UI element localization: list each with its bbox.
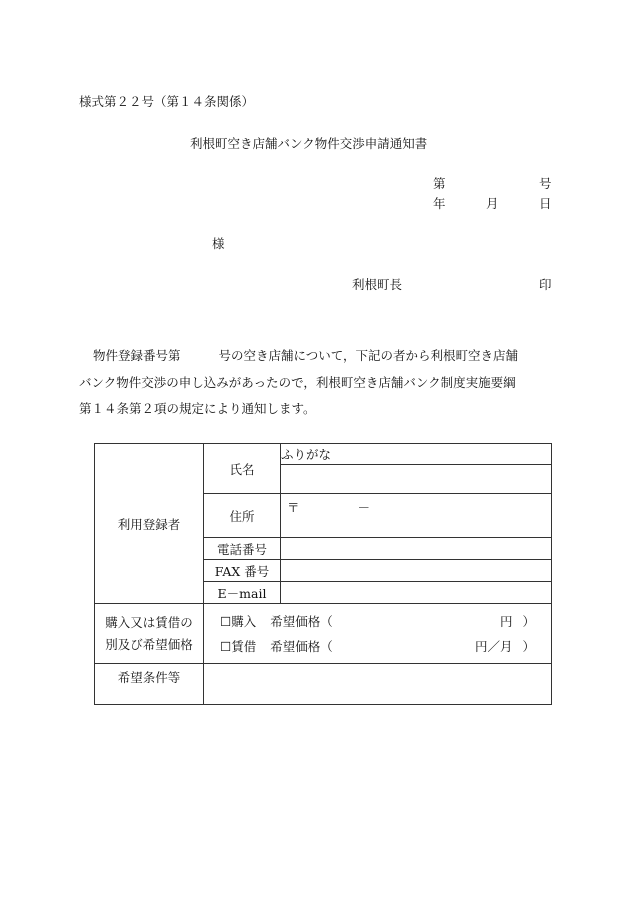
phone-field[interactable]	[281, 538, 552, 560]
rent-kind-label: 賃借	[231, 639, 257, 654]
seal-mark: 印	[539, 277, 552, 292]
rent-price-label: 希望価格（	[270, 639, 333, 654]
date-month: 月	[486, 196, 499, 211]
document-title: 利根町空き店舗バンク物件交渉申請通知書	[190, 136, 428, 151]
registrant-label: 利用登録者	[117, 516, 181, 532]
rent-price-close: ）	[522, 639, 535, 654]
addressee-honorific: 様	[212, 236, 225, 251]
body-line-3: 第１４条第２項の規定により通知します。	[79, 401, 316, 416]
furigana-field[interactable]	[281, 444, 552, 465]
conditions-label-cell	[95, 664, 204, 705]
postal-dash: －	[357, 500, 371, 515]
form-number: 様式第２２号（第１４条関係）	[79, 94, 255, 109]
purchase-label-line-2: 別及び希望価格	[105, 636, 193, 652]
doc-number-suffix: 号	[539, 176, 552, 191]
phone-label: 電話番号	[216, 541, 267, 557]
name-label-cell	[204, 444, 281, 494]
address-field[interactable]	[281, 494, 552, 538]
conditions-label: 希望条件等	[117, 670, 181, 685]
fax-field[interactable]	[281, 560, 552, 582]
date-year: 年	[433, 196, 446, 211]
purchase-option[interactable]	[204, 609, 551, 634]
body-line-1-after: 号の空き店舗について，下記の者から利根町空き店舗	[218, 348, 519, 363]
email-label-cell	[204, 582, 281, 604]
email-field[interactable]	[281, 582, 552, 604]
sender-mayor: 利根町長	[352, 277, 403, 292]
date-day: 日	[539, 196, 552, 211]
body-line-2: バンク物件交渉の申し込みがあったので，利根町空き店舗バンク制度実施要綱	[79, 374, 516, 390]
fax-label: FAX 番号	[214, 563, 270, 579]
purchase-label-line-1: 購入又は賃借の	[105, 614, 193, 630]
postal-symbol: 〒	[287, 500, 300, 515]
purchase-price-label: 希望価格（	[270, 614, 333, 629]
notice-body	[79, 343, 559, 423]
rent-price-unit: 円／月	[474, 639, 513, 654]
registrant-label-cell	[95, 444, 204, 604]
purchase-price-unit: 円	[499, 614, 513, 629]
conditions-field[interactable]	[204, 664, 552, 705]
purchase-label-cell	[95, 604, 204, 664]
body-line-1	[79, 343, 559, 370]
fax-label-cell	[204, 560, 281, 582]
phone-label-cell	[204, 538, 281, 560]
purchase-price-close: ）	[522, 614, 535, 629]
name-field[interactable]	[281, 465, 552, 494]
doc-number-prefix: 第	[433, 176, 446, 191]
rent-checkbox[interactable]: ☐	[220, 638, 232, 654]
address-label-cell	[204, 494, 281, 538]
furigana-label: ふりがな	[281, 447, 332, 462]
price-options-cell	[204, 604, 552, 664]
name-label: 氏名	[229, 461, 255, 477]
rent-option[interactable]	[204, 634, 551, 659]
registrant-table	[94, 443, 552, 705]
address-label: 住所	[229, 508, 255, 524]
purchase-kind-label: 購入	[231, 614, 257, 629]
body-line-1-before: 物件登録番号第	[93, 348, 181, 363]
purchase-checkbox[interactable]: ☐	[220, 613, 232, 629]
email-label: E－mail	[217, 585, 267, 601]
